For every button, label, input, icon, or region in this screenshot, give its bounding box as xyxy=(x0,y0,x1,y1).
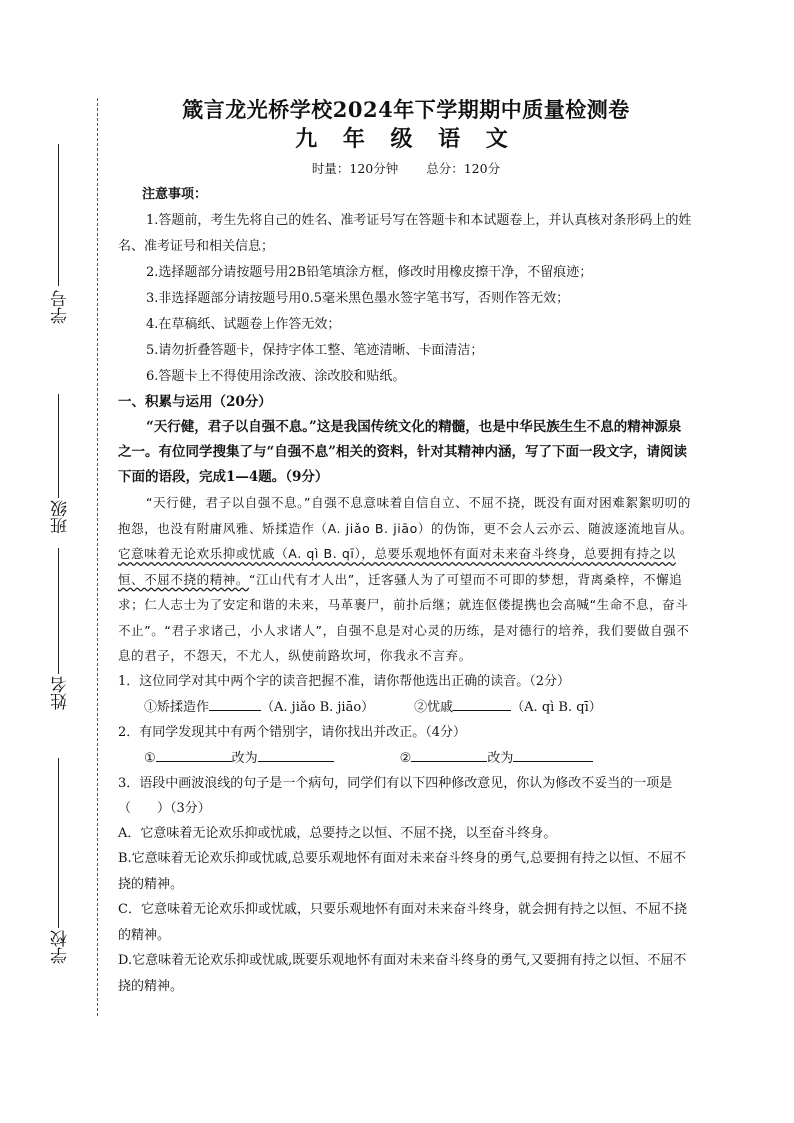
passage-text: “江山代有才人出”，迁客骚人为了可望而不可即的梦想，背离桑梓，不懈追求；仁人志士为了安定和谐的未来，马革裹尸，前扑后继；就连伛偻提携也会高喊“生命不息，奋斗不止”。“君子求诸己，小人求诸人”，自强不息是对心灵的历练，是对德行的培养，我们要做自强不息的君子，不怨天，不尤人，纵使前路坎坷，你我永不言弃。 xyxy=(118,571,690,663)
note-item: 2.选择题部分请按题号用2B铅笔填涂方框，修改时用橡皮擦干净，不留痕迹； xyxy=(146,265,593,280)
section-title: 一、积累与运用（20分） xyxy=(118,394,272,410)
note-item: 5.请勿折叠答题卡，保持字体工整、笔迹清晰、卡面清洁； xyxy=(146,343,484,358)
section-intro: “天行健，君子以自强不息。”这是我国传统文化的精髓，也是中华民族生生不息的精神源泉之一。有位同学搜集了与“自强不息”相关的资料，针对其精神内涵，写了下面一段文字，请阅读下面的语段，完成1—4题。（9分） xyxy=(118,419,688,485)
class-line[interactable] xyxy=(58,394,59,498)
wavy-underlined-sentence: 它意味着无论欢乐抑或忧戚（A. qì B. qī），总要乐观地怀有面对未来奋斗终身，总要拥有持之以恒、不屈不挠的精神。 xyxy=(118,546,676,587)
fold-dashed-line xyxy=(97,98,98,1016)
exam-total-score: 总分：120分 xyxy=(426,161,501,176)
question-1-items xyxy=(144,694,694,720)
q2-item2-label: ② xyxy=(399,750,412,766)
q3-option-b: B.它意味着无论欢乐抑或忧戚,总要乐观地怀有面对未来奋斗终身的勇气,总要拥有持之以恒、不屈不挠的精神。 xyxy=(118,851,686,892)
q2-wrong-char-blank-1[interactable] xyxy=(156,745,232,762)
class-label: 班级 xyxy=(51,500,71,534)
question-2-stem: 2．有同学发现其中有两个错别字，请你找出并改正。（4分） xyxy=(118,724,467,740)
question-3-stem: 3．语段中画波浪线的句子是一个病句，同学们有以下四种修改意见，你认为修改不妥当的一项是（ ）（3分） xyxy=(118,775,673,816)
q1-item1-options: （A. jiǎo B. jiāo） xyxy=(261,699,375,715)
q1-item2-label: ②忧戚 xyxy=(414,699,454,715)
question-1-stem: 1．这位同学对其中两个字的读音把握不准，请你帮他选出正确的读音。（2分） xyxy=(118,673,571,689)
student-id-line[interactable] xyxy=(58,144,59,286)
passage-text: “天行健，君子以自强不息。”自强不息意味着自信自立、不屈不挠，既没有面对困难絮絮叨叨的抱怨，也没有附庸风雅、矫揉造作（A. jiǎo B. jiāo）的伪饰，更不会人云亦云、随波逐流地盲从。 xyxy=(118,495,693,536)
exam-meta xyxy=(118,156,694,182)
q3-option-c: C．它意味着无论欢乐抑或忧戚，只要乐观地怀有面对未来奋斗终身，就会拥有持之以恒、不屈不挠的精神。 xyxy=(118,902,687,943)
reading-passage xyxy=(118,490,694,669)
q1-item1-label: ①矫揉造作 xyxy=(144,699,210,715)
question-2-items xyxy=(144,745,694,771)
subject-title: 九 年 级 语 文 xyxy=(295,126,517,152)
note-item: 6.答题卡上不得使用涂改液、涂改胶和贴纸。 xyxy=(146,369,406,384)
school-line[interactable] xyxy=(58,758,59,928)
q1-answer-blank-1[interactable] xyxy=(209,694,261,711)
q2-correct-char-blank-1[interactable] xyxy=(258,745,334,762)
q2-item1-label: ① xyxy=(144,750,156,766)
note-item: 3.非选择题部分请按题号用0.5毫米黑色墨水签字笔书写，否则作答无效； xyxy=(146,291,570,306)
q3-option-a: A．它意味着无论欢乐抑或忧戚，总要持之以恒、不屈不挠，以至奋斗终身。 xyxy=(118,825,557,841)
q1-answer-blank-2[interactable] xyxy=(453,694,511,711)
school-label: 学校 xyxy=(51,930,71,964)
q1-item2-options: （A. qì B. qī） xyxy=(511,699,602,715)
note-item: 4.在草稿纸、试题卷上作答无效； xyxy=(146,317,341,332)
notes-title: 注意事项： xyxy=(142,187,208,202)
note-item: 1.答题前，考生先将自己的姓名、准考证号写在答题卡和本试题卷上，并认真核对条形码上的姓名、准考证号和相关信息； xyxy=(118,213,692,254)
name-line[interactable] xyxy=(58,548,59,674)
q2-change-to: 改为 xyxy=(231,750,258,766)
school-title: 箴言龙光桥学校2024年下学期期中质量检测卷 xyxy=(182,97,630,122)
exam-content xyxy=(118,96,694,999)
q2-change-to: 改为 xyxy=(487,750,514,766)
exam-time: 时量：120分钟 xyxy=(311,161,399,176)
q2-correct-char-blank-2[interactable] xyxy=(513,745,593,762)
student-id-label: 学号 xyxy=(51,290,71,324)
q2-wrong-char-blank-2[interactable] xyxy=(411,745,487,762)
binding-margin xyxy=(0,0,100,1123)
name-label: 姓名 xyxy=(51,676,71,710)
q3-option-d: D.它意味着无论欢乐抑或忧戚,既要乐观地怀有面对未来奋斗终身的勇气,又要拥有持之以恒、不屈不挠的精神。 xyxy=(118,953,687,994)
